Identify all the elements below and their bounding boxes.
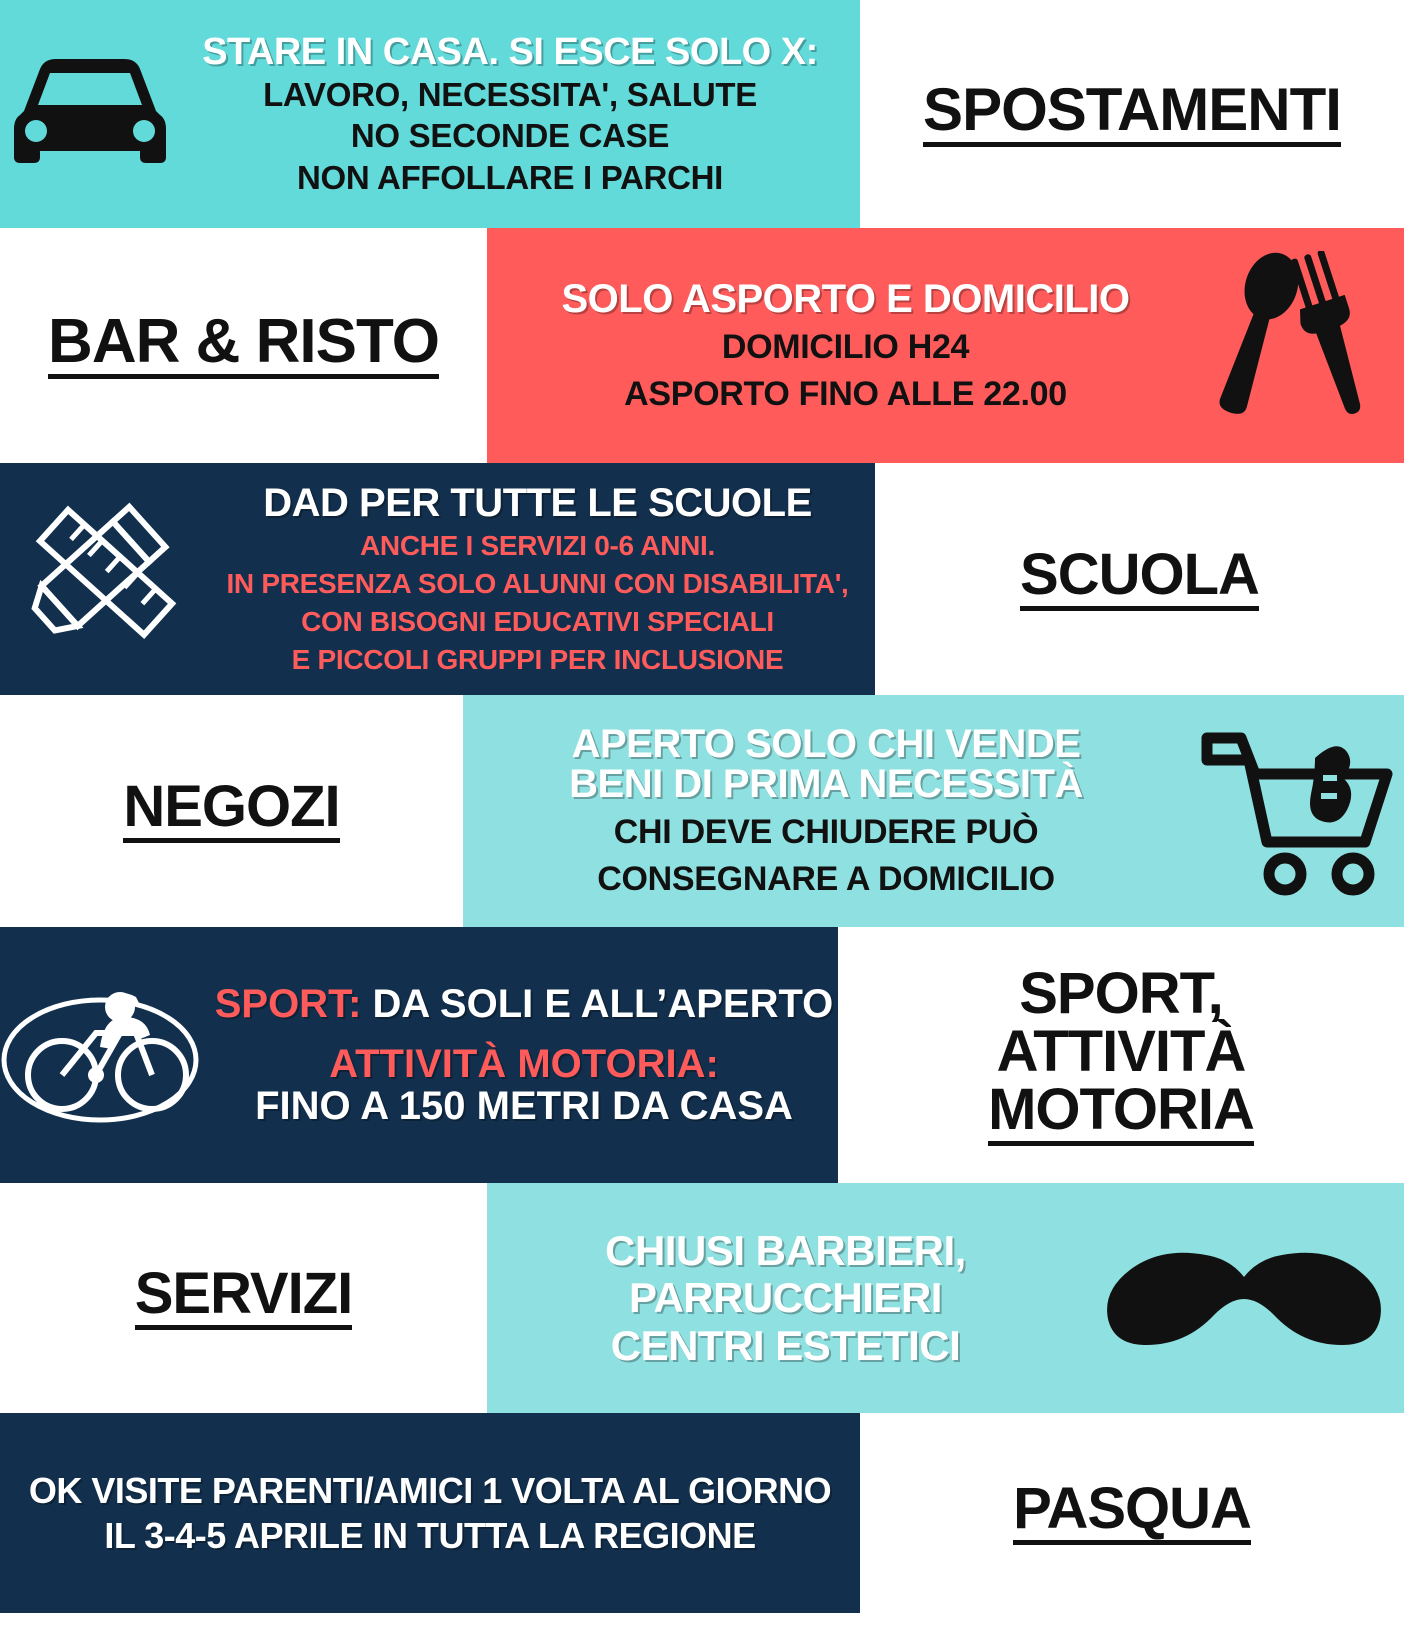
sport-text (210, 983, 838, 1127)
label-negozi: NEGOZI (123, 779, 339, 843)
bar-risto-main: SOLO ASPORTO E DOMICILIO (561, 276, 1130, 321)
spostamenti-main: STARE IN CASA. SI ESCE SOLO X: (202, 30, 818, 73)
sport-content (0, 927, 838, 1183)
section-servizi (0, 1183, 1404, 1413)
label-spostamenti: SPOSTAMENTI (923, 81, 1341, 147)
negozi-sub-2: CONSEGNARE A DOMICILIO (597, 860, 1055, 898)
spostamenti-label-cell (860, 0, 1404, 228)
sport-highlight: SPORT: (214, 982, 362, 1026)
label-sport-line-3: MOTORIA (988, 1081, 1254, 1146)
scuola-content (0, 463, 875, 695)
section-scuola (0, 463, 1404, 695)
bar-risto-sub-2: ASPORTO FINO ALLE 22.00 (624, 374, 1067, 413)
servizi-label-cell (0, 1183, 487, 1413)
servizi-text (487, 1227, 1084, 1368)
label-sport-line-1: SPORT, (1019, 960, 1223, 1026)
servizi-main-3: CENTRI ESTETICI (610, 1321, 961, 1369)
pasqua-content (0, 1413, 860, 1613)
negozi-text (463, 724, 1189, 897)
spostamenti-content (0, 0, 860, 228)
negozi-label-cell (0, 695, 463, 927)
spostamenti-sub-1: LAVORO, NECESSITA', SALUTE (263, 75, 757, 113)
servizi-content (487, 1183, 1404, 1413)
pasqua-main-1: OK VISITE PARENTI/AMICI 1 VOLTA AL GIORNO (28, 1470, 832, 1511)
negozi-main-2: BENI DI PRIMA NECESSITÀ (569, 762, 1083, 807)
label-sport-line-2: ATTIVITÀ (996, 1018, 1246, 1084)
spostamenti-text (180, 30, 850, 196)
scuola-sub-2: IN PRESENZA SOLO ALUNNI CON DISABILITA', (226, 567, 849, 599)
scuola-label-cell (875, 463, 1404, 695)
label-sport (988, 960, 1254, 1146)
scuola-sub-3: CON BISOGNI EDUCATIVI SPECIALI (301, 606, 774, 637)
negozi-content (463, 695, 1404, 927)
bar-risto-text (487, 276, 1184, 413)
pasqua-label-cell (860, 1413, 1404, 1613)
car-icon (0, 39, 180, 189)
spostamenti-sub-3: NON AFFOLLARE I PARCHI (296, 158, 724, 196)
section-spostamenti (0, 0, 1404, 228)
sport-line-2: ATTIVITÀ MOTORIA: (329, 1042, 719, 1086)
ruler-pencil-icon (0, 487, 200, 672)
pasqua-text (0, 1468, 860, 1558)
scuola-text (200, 480, 875, 676)
section-bar-risto (0, 228, 1404, 463)
scuola-sub-4: E PICCOLI GRUPPI PER INCLUSIONE (291, 644, 784, 676)
label-servizi: SERVIZI (135, 1266, 353, 1330)
servizi-main-2: PARRUCCHIERI (629, 1274, 942, 1322)
bar-risto-sub-1: DOMICILIO H24 (721, 327, 970, 366)
section-negozi (0, 695, 1404, 927)
negozi-main-1: APERTO SOLO CHI VENDE (571, 722, 1081, 767)
label-pasqua: PASQUA (1013, 1481, 1251, 1545)
scuola-main: DAD PER TUTTE LE SCUOLE (263, 480, 812, 525)
pasqua-main-2: IL 3-4-5 APRILE IN TUTTA LA REGIONE (104, 1515, 756, 1556)
label-bar-risto: BAR & RISTO (48, 312, 439, 380)
scuola-sub-1: ANCHE I SERVIZI 0-6 ANNI. (359, 529, 715, 561)
section-pasqua (0, 1413, 1404, 1613)
bar-risto-content (487, 228, 1404, 463)
sport-line-1 (215, 983, 834, 1025)
label-scuola: SCUOLA (1020, 547, 1259, 611)
cyclist-icon (0, 955, 210, 1155)
spostamenti-sub-2: NO SECONDE CASE (350, 117, 670, 155)
negozi-sub-1: CHI DEVE CHIUDERE PUÒ (613, 813, 1039, 852)
section-sport (0, 927, 1404, 1183)
cutlery-icon (1184, 251, 1404, 441)
sport-line-1-rest: DA SOLI E ALL’APERTO (361, 982, 834, 1026)
servizi-main-1: CHIUSI BARBIERI, (605, 1227, 966, 1275)
moustache-icon (1084, 1233, 1404, 1363)
shopping-cart-icon (1189, 716, 1404, 906)
sport-line-3: FINO A 150 METRI DA CASA (255, 1084, 793, 1128)
bar-risto-label-cell (0, 228, 487, 463)
sport-label-cell (838, 927, 1404, 1183)
